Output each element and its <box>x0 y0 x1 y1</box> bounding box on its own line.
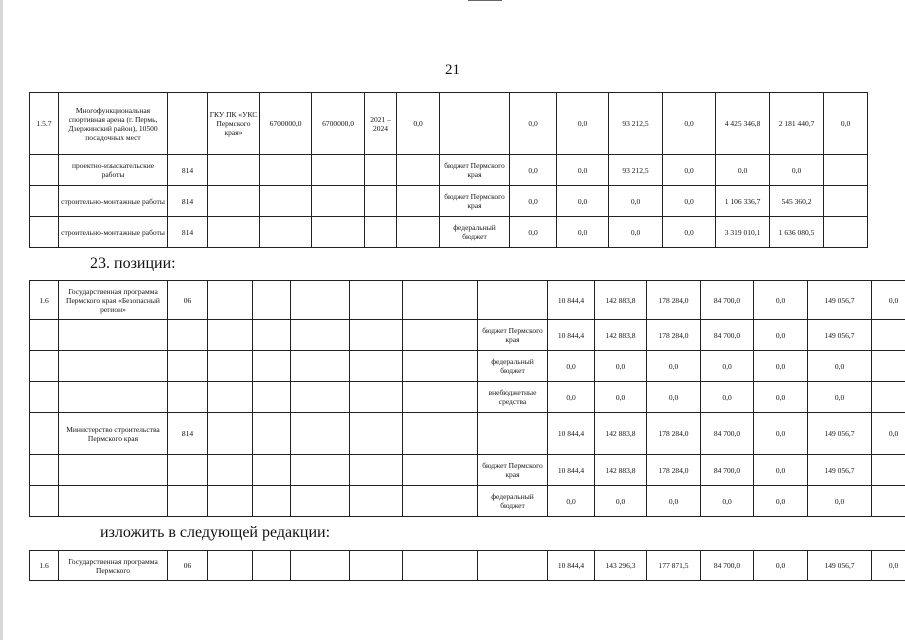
row-v3: 0,0 <box>609 217 663 248</box>
row-years <box>365 186 397 217</box>
row-v1: 0,0 <box>548 486 595 517</box>
row-v5: 0,0 <box>754 320 808 351</box>
row-v5: 0,0 <box>754 281 808 320</box>
row-col-5 <box>253 551 291 581</box>
row-col-5 <box>253 413 291 455</box>
row-col-6 <box>291 455 350 486</box>
row-col-8 <box>403 486 478 517</box>
row-v2: 0,0 <box>557 186 609 217</box>
row-col-8 <box>403 455 478 486</box>
row-v5: 0,0 <box>754 486 808 517</box>
row-v5: 1 106 336,7 <box>716 186 770 217</box>
row-years <box>365 217 397 248</box>
row-cost-2 <box>312 155 365 186</box>
row-v3: 178 284,0 <box>647 281 701 320</box>
row-v3: 0,0 <box>609 186 663 217</box>
row-source <box>440 93 510 155</box>
row-v6: 0,0 <box>770 155 824 186</box>
row-col-8 <box>403 382 478 413</box>
row-cost-1 <box>260 217 312 248</box>
middle-table <box>29 280 905 517</box>
row-col-4 <box>208 486 253 517</box>
row-v5: 0,0 <box>754 351 808 382</box>
table-row <box>30 186 868 217</box>
row-v1: 0,0 <box>548 351 595 382</box>
row-cost-1 <box>260 155 312 186</box>
row-col-6 <box>291 413 350 455</box>
row-v2: 0,0 <box>557 217 609 248</box>
section-heading-new-wording: изложить в следующей редакции: <box>100 524 331 541</box>
row-source: федеральный бюджет <box>478 351 548 382</box>
table-row <box>30 455 905 486</box>
row-v1: 10 844,4 <box>548 413 595 455</box>
row-col-6 <box>291 382 350 413</box>
table-row <box>30 93 868 155</box>
row-col-7 <box>350 486 403 517</box>
row-value <box>397 217 440 248</box>
row-v4: 0,0 <box>701 351 754 382</box>
row-v7: 0,0 <box>824 93 868 155</box>
row-value <box>397 186 440 217</box>
row-v7 <box>824 186 868 217</box>
row-v1: 10 844,4 <box>548 320 595 351</box>
row-v7: 0,0 <box>872 413 905 455</box>
row-source: бюджет Пермского края <box>478 320 548 351</box>
row-code <box>30 413 59 455</box>
row-name <box>59 382 168 413</box>
row-v5: 0,0 <box>716 155 770 186</box>
row-v4: 0,0 <box>701 382 754 413</box>
row-cost-2 <box>312 217 365 248</box>
row-col-5 <box>253 486 291 517</box>
row-v1: 10 844,4 <box>548 281 595 320</box>
row-grbs <box>168 320 208 351</box>
row-name <box>59 351 168 382</box>
row-col-7 <box>350 281 403 320</box>
row-v5: 0,0 <box>754 413 808 455</box>
row-v2: 0,0 <box>557 155 609 186</box>
row-v7 <box>872 455 905 486</box>
row-source: бюджет Пермского края <box>478 455 548 486</box>
row-col-5 <box>253 382 291 413</box>
row-v7 <box>872 382 905 413</box>
row-v6: 149 056,7 <box>808 551 872 581</box>
row-grbs: 814 <box>168 413 208 455</box>
row-code: 1.6 <box>30 281 59 320</box>
row-v6: 2 181 440,7 <box>770 93 824 155</box>
row-name: Государственная программа Пермского края «Безопасный регион» <box>59 281 168 320</box>
row-executor <box>208 155 260 186</box>
row-v4: 84 700,0 <box>701 455 754 486</box>
row-v1: 10 844,4 <box>548 551 595 581</box>
row-grbs <box>168 93 208 155</box>
row-years <box>365 155 397 186</box>
row-source: внебюджетные средства <box>478 382 548 413</box>
row-v4: 0,0 <box>663 186 716 217</box>
row-v5: 4 425 346,8 <box>716 93 770 155</box>
row-v3: 93 212,5 <box>609 93 663 155</box>
row-code <box>30 155 59 186</box>
row-v3: 177 871,5 <box>647 551 701 581</box>
row-code <box>30 486 59 517</box>
row-name: проектно-изыскательские работы <box>59 155 168 186</box>
row-code <box>30 351 59 382</box>
row-col-4 <box>208 382 253 413</box>
row-col-4 <box>208 351 253 382</box>
row-source: бюджет Пермского края <box>440 155 510 186</box>
row-grbs <box>168 486 208 517</box>
row-grbs: 814 <box>168 217 208 248</box>
row-v1: 0,0 <box>510 186 557 217</box>
row-v7 <box>824 217 868 248</box>
row-v7: 0,0 <box>872 281 905 320</box>
row-col-8 <box>403 320 478 351</box>
row-col-7 <box>350 320 403 351</box>
row-col-4 <box>208 551 253 581</box>
row-col-8 <box>403 551 478 581</box>
section-heading-23: 23. позиции: <box>90 255 176 272</box>
row-v1: 10 844,4 <box>548 455 595 486</box>
row-grbs: 814 <box>168 155 208 186</box>
row-code <box>30 186 59 217</box>
row-v1: 0,0 <box>510 155 557 186</box>
row-name: Многофункциональная спортивная арена (г. Пермь, Дзержинский район), 10500 посадочных мест <box>59 93 168 155</box>
row-name: строительно-монтажные работы <box>59 217 168 248</box>
row-v3: 178 284,0 <box>647 413 701 455</box>
row-name <box>59 455 168 486</box>
row-grbs: 06 <box>168 551 208 581</box>
row-v7 <box>824 155 868 186</box>
row-v2: 142 883,8 <box>595 281 647 320</box>
row-col-8 <box>403 413 478 455</box>
row-col-5 <box>253 320 291 351</box>
row-v4: 84 700,0 <box>701 551 754 581</box>
row-cost-2: 6700000,0 <box>312 93 365 155</box>
top-table <box>29 92 868 248</box>
row-col-6 <box>291 320 350 351</box>
row-col-7 <box>350 382 403 413</box>
row-col-4 <box>208 455 253 486</box>
row-col-4 <box>208 320 253 351</box>
row-name: Государственная программа Пермского <box>59 551 168 581</box>
row-v2: 0,0 <box>557 93 609 155</box>
scan-mark <box>468 0 502 1</box>
table-row <box>30 486 905 517</box>
row-col-7 <box>350 351 403 382</box>
table-row <box>30 351 905 382</box>
row-source <box>478 281 548 320</box>
row-v2: 0,0 <box>595 382 647 413</box>
table-row <box>30 155 868 186</box>
row-col-6 <box>291 486 350 517</box>
row-col-7 <box>350 455 403 486</box>
row-v4: 0,0 <box>663 93 716 155</box>
row-v2: 143 296,3 <box>595 551 647 581</box>
row-v3: 93 212,5 <box>609 155 663 186</box>
row-code: 1.5.7 <box>30 93 59 155</box>
row-v4: 0,0 <box>701 486 754 517</box>
row-v6: 149 056,7 <box>808 320 872 351</box>
row-v7 <box>872 486 905 517</box>
row-grbs: 06 <box>168 281 208 320</box>
row-source <box>478 551 548 581</box>
row-col-6 <box>291 551 350 581</box>
row-v1: 0,0 <box>510 93 557 155</box>
table-row <box>30 413 905 455</box>
row-cost-1 <box>260 186 312 217</box>
row-code: 1.6 <box>30 551 59 581</box>
row-source: федеральный бюджет <box>478 486 548 517</box>
bottom-table <box>29 550 905 581</box>
row-v6: 149 056,7 <box>808 281 872 320</box>
row-v2: 0,0 <box>595 486 647 517</box>
row-grbs <box>168 351 208 382</box>
row-name: строительно-монтажные работы <box>59 186 168 217</box>
row-v4: 84 700,0 <box>701 320 754 351</box>
row-executor: ГКУ ПК «УКС Пермского края» <box>208 93 260 155</box>
row-cost-1: 6700000,0 <box>260 93 312 155</box>
table-row <box>30 382 905 413</box>
row-code <box>30 217 59 248</box>
row-v6: 0,0 <box>808 486 872 517</box>
row-v1: 0,0 <box>510 217 557 248</box>
row-col-4 <box>208 281 253 320</box>
row-value <box>397 155 440 186</box>
table-row <box>30 320 905 351</box>
row-col-5 <box>253 351 291 382</box>
row-v5: 0,0 <box>754 455 808 486</box>
row-name <box>59 320 168 351</box>
row-v4: 84 700,0 <box>701 281 754 320</box>
table-row <box>30 217 868 248</box>
row-v7 <box>872 351 905 382</box>
row-code <box>30 320 59 351</box>
row-source: федеральный бюджет <box>440 217 510 248</box>
row-v6: 545 360,2 <box>770 186 824 217</box>
row-v6: 0,0 <box>808 382 872 413</box>
row-col-6 <box>291 351 350 382</box>
row-v3: 0,0 <box>647 351 701 382</box>
row-v2: 142 883,8 <box>595 455 647 486</box>
row-v3: 178 284,0 <box>647 320 701 351</box>
row-v7 <box>872 320 905 351</box>
row-cost-2 <box>312 186 365 217</box>
row-name: Министерство строительства Пермского края <box>59 413 168 455</box>
row-code <box>30 455 59 486</box>
row-v2: 142 883,8 <box>595 320 647 351</box>
scan-edge <box>0 0 3 640</box>
row-years: 2021 – 2024 <box>365 93 397 155</box>
row-v5: 0,0 <box>754 551 808 581</box>
table-row <box>30 281 905 320</box>
row-col-6 <box>291 281 350 320</box>
row-source: бюджет Пермского края <box>440 186 510 217</box>
row-grbs <box>168 455 208 486</box>
row-col-7 <box>350 551 403 581</box>
row-v4: 0,0 <box>663 217 716 248</box>
row-v6: 149 056,7 <box>808 455 872 486</box>
row-v4: 84 700,0 <box>701 413 754 455</box>
row-source <box>478 413 548 455</box>
table-row <box>30 551 905 581</box>
row-v7: 0,0 <box>872 551 905 581</box>
page-number: 21 <box>445 62 460 78</box>
row-v4: 0,0 <box>663 155 716 186</box>
row-grbs: 814 <box>168 186 208 217</box>
row-code <box>30 382 59 413</box>
row-grbs <box>168 382 208 413</box>
row-v3: 178 284,0 <box>647 455 701 486</box>
row-col-7 <box>350 413 403 455</box>
row-v6: 0,0 <box>808 351 872 382</box>
row-v1: 0,0 <box>548 382 595 413</box>
row-col-8 <box>403 351 478 382</box>
row-v6: 1 636 080,5 <box>770 217 824 248</box>
row-v2: 0,0 <box>595 351 647 382</box>
row-v2: 142 883,8 <box>595 413 647 455</box>
row-col-5 <box>253 281 291 320</box>
row-v3: 0,0 <box>647 486 701 517</box>
row-col-8 <box>403 281 478 320</box>
row-v6: 149 056,7 <box>808 413 872 455</box>
row-col-5 <box>253 455 291 486</box>
row-value: 0,0 <box>397 93 440 155</box>
row-executor <box>208 217 260 248</box>
row-name <box>59 486 168 517</box>
row-v5: 3 319 010,1 <box>716 217 770 248</box>
row-v5: 0,0 <box>754 382 808 413</box>
row-v3: 0,0 <box>647 382 701 413</box>
row-col-4 <box>208 413 253 455</box>
row-executor <box>208 186 260 217</box>
